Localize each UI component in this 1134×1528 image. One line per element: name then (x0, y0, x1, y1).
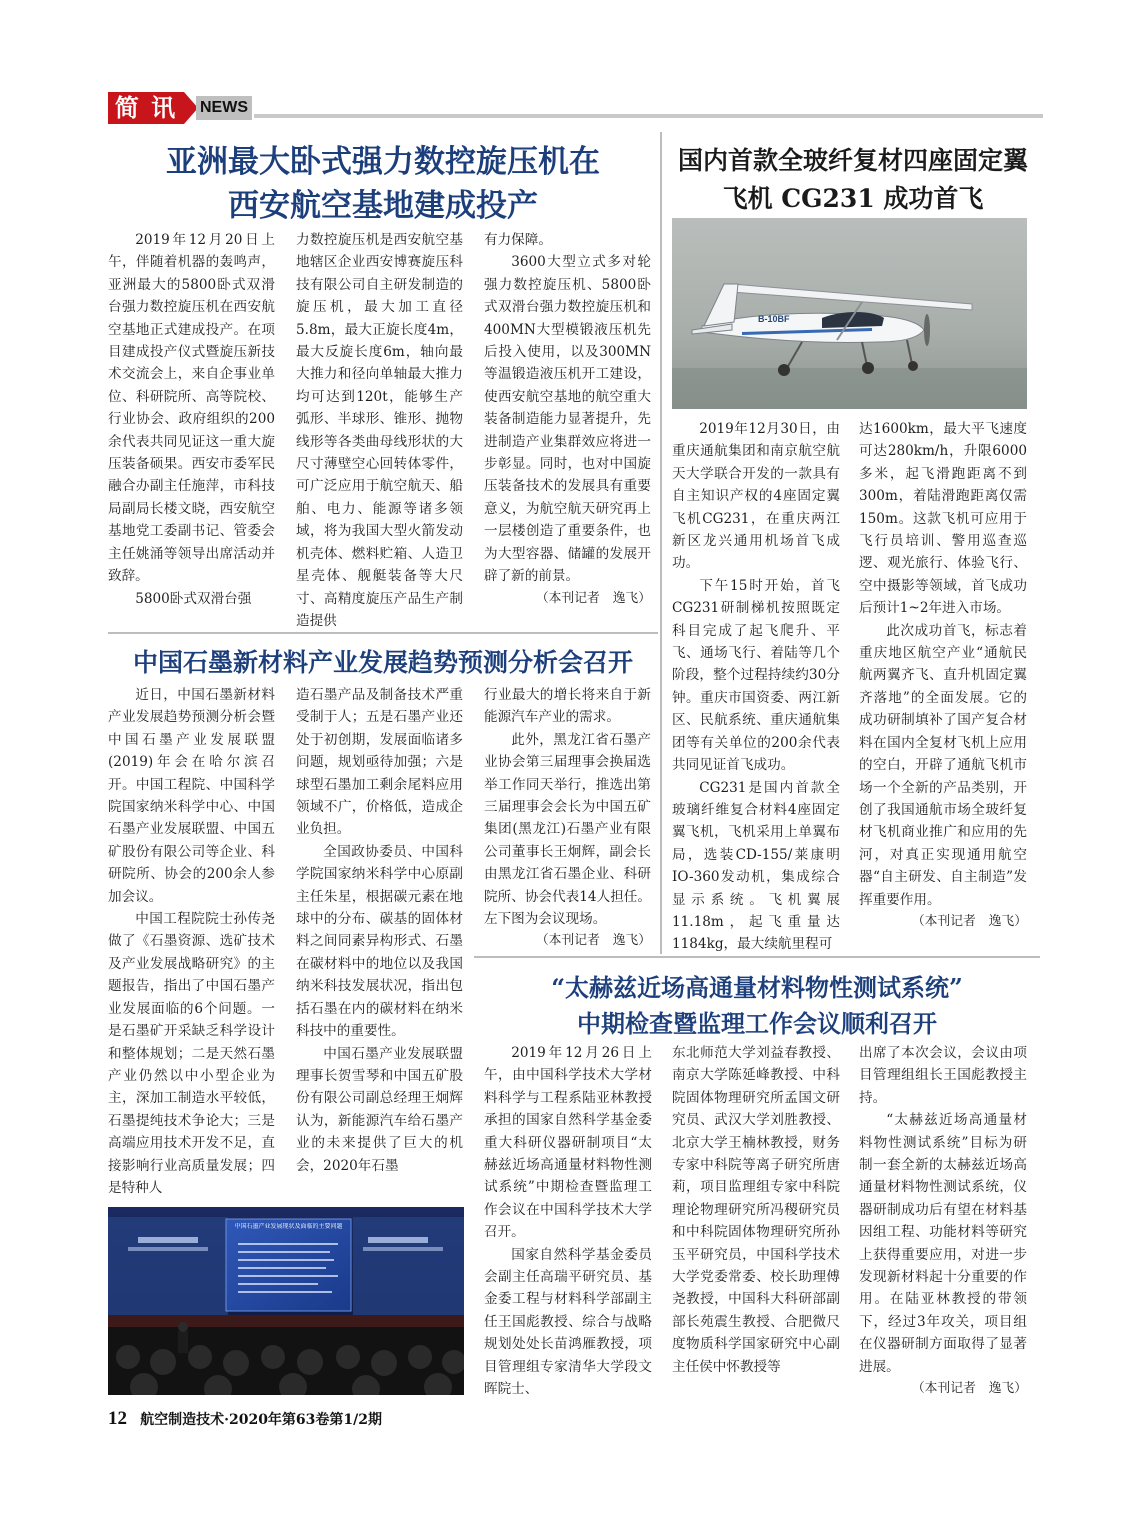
byline: （本刊记者 逸飞） (911, 913, 1027, 929)
byline: （本刊记者 逸飞） (535, 933, 651, 949)
article-title (474, 970, 1040, 1042)
article-divider (108, 632, 658, 634)
conference-photo (108, 1207, 464, 1395)
journal-name: 航空制造技术·2020年第63卷第1/2期 (140, 1412, 383, 1428)
paragraph: 中国石墨产业发展联盟理事长贺雪琴和中国五矿股份有限公司副总经理王炯辉认为，新能源汽车给石墨产业的未来提供了巨大的机会，2020年石墨 (296, 1045, 463, 1174)
paragraph: 出席了本次会议，会议由项目管理组组长王国彪教授主持。 (859, 1045, 1027, 1106)
text-column (672, 1042, 840, 1400)
paragraph: 达1600km，最大平飞速度可达280km/h，升限6000多米，起飞滑跑距离不到300m，着陆滑跑距离仅需150m。这款飞机可应用于飞行员培训、警用巡查巡逻、观光旅行、体验飞行、空中摄影等领域，首飞成功后预计1~2年进入市场。 (859, 421, 1027, 617)
paragraph: 5800卧式双滑台强 (135, 590, 252, 607)
byline: （本刊记者 逸飞） (535, 590, 651, 606)
article-title: 中国石墨新材料产业发展趋势预测分析会召开 (132, 648, 633, 677)
paragraph: CG231是国内首款全玻璃纤维复合材料4座固定翼飞机，飞机采用上单翼布局，选装CD-155/莱康明IO-360发动机，集成综合显示系统。飞机翼展11.18m，起飞重量达1184kg，最大续航里程可 (672, 779, 840, 953)
paragraph: 此外，黑龙江省石墨产业协会第三届理事会换届选举工作同天举行，推选出第三届理事会会长为中国五矿集团(黑龙江)石墨产业有限公司董事长王炯辉，副会长由黑龙江省石墨企业、科研院所、协会代表14人担任。左下图为会议现场。 (484, 731, 651, 928)
section-label-en: NEWS (196, 96, 252, 120)
text-column (484, 684, 651, 954)
paragraph: 造石墨产品及制备技术严重受制于人；五是石墨产业还处于初创期，发展面临诸多问题，规划亟待加强；六是球型石墨加工剩余尾料应用领域不广，价格低，造成企业负担。 (296, 687, 463, 838)
title-line: 飞机 CG231 成功首飞 (722, 184, 984, 213)
text-column (672, 418, 840, 956)
paragraph: 此次成功首飞，标志着重庆地区航空产业“通航民航两翼齐飞、直升机固定翼齐落地”的全面发展。它的成功研制填补了国产复合材料在国内全复材飞机上应用的空白，开辟了通航飞机市场一个全新的产品类别，开创了我国通航市场全玻纤复材飞机商业推广和应用的先河，对真正实现通用航空器“自主研发、自主制造”发挥重要作用。 (859, 622, 1027, 908)
title-line: 中期检查暨监理工作会议顺利召开 (577, 1009, 937, 1038)
paragraph: 全国政协委员、中国科学院国家纳米科学中心原副主任朱星，根据碳元素在地球中的分布、碳基的固体材料之间同素异构形式、石墨在碳材料中的地位以及我国纳米科技发展状况，指出包括石墨在内的碳材料在纳米科技中的重要性。 (296, 843, 463, 1040)
byline: （本刊记者 逸飞） (911, 1381, 1027, 1397)
section-label-cn: 简 讯 (108, 92, 184, 124)
footer (108, 1408, 708, 1436)
text-column (859, 1042, 1027, 1400)
title-line: 国内首款全玻纤复材四座固定翼 (677, 146, 1028, 175)
paragraph: 国家自然科学基金委员会副主任高瑞平研究员、基金委工程与材料科学部副主任王国彪教授、综合与战略规划处处长苗鸿雁教授，项目管理组专家清华大学段文晖院士、 (484, 1246, 652, 1398)
article-divider (474, 956, 1040, 958)
paragraph: 3600大型立式多对轮强力数控旋压机、5800卧式双滑台强力数控旋压机和400MN大型模锻液压机先后投入使用，以及300MN等温锻造液压机开工建设，使西安航空基地的航空重大装备制造能力显著提升，先进制造产业集群效应将进一步彰显。同时，也对中国旋压装备技术的发展具有重要意义，为航空航天研究再上一层楼创造了重要条件，也为大型容器、储罐的发展开辟了新的前景。 (484, 254, 651, 585)
title-line: 亚洲最大卧式强力数控旋压机在 (166, 144, 600, 180)
paragraph: 2019年12月20日上午，伴随着机器的轰鸣声，亚洲最大的5800卧式双滑台强力数控旋压机在西安航空基地正式建成投产。在项目建成投产仪式暨旋压新技术交流会上，来自企事业单位、科研院所、高等院校、行业协会、政府组织的200余代表共同见证这一重大旋压装备硕果。西安市委军民融合办副主任施萍，市科技局副局长楼文晓，西安航空基地党工委副书记、管委会主任姚涌等领导出席活动并致辞。 (108, 232, 275, 585)
page-number: 12 (108, 1408, 127, 1429)
text-column (108, 229, 275, 631)
title-line: “太赫兹近场高通量材料物性测试系统” (551, 973, 963, 1002)
paragraph: 2019年12月26日上午，由中国科学技术大学材料科学与工程系陆亚林教授承担的国家自然科学基金委重大科研仪器研制项目“太赫兹近场高通量材料物性测试系统”中期检查暨监理工作会议在中国科学技术大学召开。 (484, 1045, 652, 1241)
text-column (484, 229, 651, 631)
paragraph: 有力保障。 (484, 232, 552, 248)
text-column (296, 229, 463, 631)
photo-screen-title: 中国石墨产业发展现状及面临的主要问题 (234, 1224, 343, 1230)
section-header (108, 92, 1043, 126)
paragraph: 2019年12月30日，由重庆通航集团和南京航空航天大学联合开发的一款具有自主知识产权的4座固定翼飞机CG231，在重庆两江新区龙兴通用机场首飞成功。 (672, 421, 840, 572)
paragraph: 下午15时开始，首飞CG231研制梯机按照既定科目完成了起飞爬升、平飞、通场飞行、着陆等几个阶段，整个过程持续约30分钟。重庆市国资委、两江新区、民航系统、重庆通航集团等有关单位的200余代表共同见证首飞成功。 (672, 577, 840, 774)
paragraph: 力数控旋压机是西安航空基地辖区企业西安博赛旋压科技有限公司自主研发制造的旋压机，最大加工直径5.8m，最大正旋长度4m，最大反旋长度6m，轴向最大推力和径向单轴最大推力均可达到120t，能够生产弧形、半球形、锥形、抛物线形等各类曲母线形状的大尺寸薄壁空心回转体零件，可广泛应用于航空航天、船舶、电力、能源等诸多领域，将为我国大型火箭发动机壳体、燃料贮箱、人造卫星壳体、舰艇装备等大尺寸、高精度旋压产品生产制造提供 (296, 232, 463, 629)
column-divider (660, 132, 662, 954)
header-rule (254, 114, 1043, 118)
text-column (296, 684, 463, 1200)
text-column (108, 684, 275, 1200)
article-title (108, 140, 658, 228)
article-title (668, 142, 1038, 218)
text-column (484, 1042, 652, 1400)
paragraph: 中国工程院院士孙传尧做了《石墨资源、选矿技术及产业发展战略研究》的主题报告，指出了中国石墨产业发展面临的6个问题。一是石墨矿开采缺乏科学设计和整体规划；二是天然石墨产业仍然以中小型企业为主，深加工制造水平较低，石墨提纯技术争论大；三是高端应用技术开发不足，直接影响行业高质量发展；四是特种人 (108, 911, 275, 1196)
text-column (859, 418, 1027, 956)
aircraft-registration: B-10BF (758, 314, 790, 324)
paragraph: 东北师范大学刘益春教授、南京大学陈延峰教授、中科院固体物理研究所孟国文研究员、武汉大学刘胜教授、北京大学王楠林教授，财务专家中科院等离子研究所唐莉，项目监理组专家中科院理论物理研究所冯稷研究员和中科院固体物理研究所孙玉平研究员，中国科学技术大学党委常委、校长助理傅尧教授，中国科大科研部副部长苑震生教授、合肥微尺度物质科学国家研究中心副主任侯中怀教授等 (672, 1045, 840, 1375)
paragraph: 近日，中国石墨新材料产业发展趋势预测分析会暨中国石墨产业发展联盟(2019)年会在哈尔滨召开。中国工程院、中国科学院国家纳米科学中心、中国石墨产业发展联盟、中国五矿股份有限公司等企业、科研院所、协会的200余人参加会议。 (108, 687, 275, 905)
aircraft-photo (672, 218, 1027, 409)
title-line: 西安航空基地建成投产 (228, 188, 538, 224)
paragraph: “太赫兹近场高通量材料物性测试系统”目标为研制一套全新的太赫兹近场高通量材料物性测试系统，仪器研制成功后有望在材料基因组工程、功能材料等研究上获得重要应用，对进一步发现新材料起十分重要的作用。在陆亚林教授的带领下，经过3年攻关，项目组在仪器研制方面取得了显著进展。 (859, 1112, 1027, 1375)
paragraph: 行业最大的增长将来自于新能源汽车产业的需求。 (484, 687, 651, 726)
